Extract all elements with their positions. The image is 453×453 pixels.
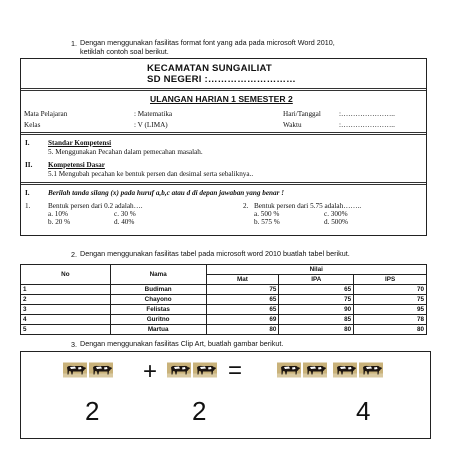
cell-nama: Budiman xyxy=(110,285,206,295)
table-row xyxy=(21,305,427,315)
header-nama: Nama xyxy=(110,265,206,285)
equals-sign: = xyxy=(228,357,243,384)
q2-option-b: b. 575 % xyxy=(254,218,280,226)
grades-table xyxy=(20,264,427,335)
instruction-number: I. xyxy=(25,189,30,197)
cell-ipa: 75 xyxy=(279,295,354,305)
time-value: :………………….. xyxy=(339,121,395,129)
cattle-icon xyxy=(359,362,383,378)
exam-sample-box xyxy=(20,58,427,236)
section-2-title: Kompetensi Dasar xyxy=(48,161,105,169)
q1-option-d: d. 40% xyxy=(114,218,135,226)
header-nilai: Nilai xyxy=(206,265,426,275)
cell-no: 2 xyxy=(21,295,111,305)
question-2-number: 2. xyxy=(71,250,77,259)
cell-ipa: 80 xyxy=(279,325,354,335)
time-label: Waktu xyxy=(283,121,302,129)
cell-mat: 69 xyxy=(206,315,279,325)
instruction-text: Berilah tanda silang (x) pada huruf a,b,c atau d di depan jawaban yang benar ! xyxy=(48,189,285,197)
question-3-text: Dengan menggunakan fasilitas Clip Art, buatlah gambar berikut. xyxy=(80,339,284,348)
cattle-icon xyxy=(89,362,113,378)
cell-nama: Guritno xyxy=(110,315,206,325)
cell-no: 5 xyxy=(21,325,111,335)
cell-mat: 75 xyxy=(206,285,279,295)
header-ipa: IPA xyxy=(279,275,354,285)
question-3-number: 3. xyxy=(71,340,77,349)
competency-divider xyxy=(21,182,426,183)
cell-no: 4 xyxy=(21,315,111,325)
cell-no: 3 xyxy=(21,305,111,315)
q2-option-d: d. 500% xyxy=(324,218,348,226)
section-2-text: 5.1 Mengubah pecahan ke bentuk persen dan desimal serta sebaliknya.. xyxy=(48,170,254,178)
header-divider xyxy=(21,88,426,89)
subject-label: Mata Pelajaran xyxy=(24,110,68,118)
q2-text: Bentuk persen dari 5.75 adalah…….. xyxy=(254,202,362,210)
cell-ipa: 65 xyxy=(279,285,354,295)
section-1-number: I. xyxy=(25,139,30,147)
cell-ips: 75 xyxy=(354,295,427,305)
header-ips: IPS xyxy=(354,275,427,285)
count-2: 2 xyxy=(192,396,207,426)
cell-no: 1 xyxy=(21,285,111,295)
competency-divider-double xyxy=(21,184,426,185)
table-row xyxy=(21,295,427,305)
question-1-line2: ketiklah contoh soal berikut. xyxy=(80,47,169,56)
q2-option-c: c. 300% xyxy=(324,210,348,218)
header-divider-double xyxy=(21,90,426,91)
cell-nama: Martua xyxy=(110,325,206,335)
q2-option-a: a. 500 % xyxy=(254,210,280,218)
table-row xyxy=(21,315,427,325)
q2-number: 2. xyxy=(243,202,249,210)
cell-ips: 78 xyxy=(354,315,427,325)
cell-nama: Chayono xyxy=(110,295,206,305)
class-label: Kelas xyxy=(24,121,41,129)
cell-nama: Felistas xyxy=(110,305,206,315)
header-no: No xyxy=(21,265,111,285)
school-district: KECAMATAN SUNGAILIAT xyxy=(147,63,272,74)
question-1-number: 1. xyxy=(71,39,77,48)
section-1-text: 5. Menggunakan Pecahan dalam pemecahan masalah. xyxy=(48,148,203,156)
count-3: 4 xyxy=(356,396,371,426)
cattle-icon xyxy=(63,362,87,378)
question-1-text xyxy=(80,38,335,56)
cell-mat: 80 xyxy=(206,325,279,335)
question-2-text: Dengan menggunakan fasilitas tabel pada microsoft word 2010 buatlah tabel berikut. xyxy=(80,249,350,258)
cell-ipa: 90 xyxy=(279,305,354,315)
count-1: 2 xyxy=(85,396,100,426)
school-name: SD NEGERI :……………………… xyxy=(147,74,296,85)
q1-number: 1. xyxy=(25,202,31,210)
question-1-line1: Dengan menggunakan fasilitas format font yang ada pada microsoft Word 2010, xyxy=(80,38,335,47)
cattle-icon xyxy=(277,362,301,378)
cell-ips: 70 xyxy=(354,285,427,295)
cattle-icon xyxy=(333,362,357,378)
date-value: :………………….. xyxy=(339,110,395,118)
cell-ips: 80 xyxy=(354,325,427,335)
clipart-box xyxy=(20,351,431,439)
q1-option-b: b. 20 % xyxy=(48,218,71,226)
cell-mat: 65 xyxy=(206,305,279,315)
q1-option-c: c. 30 % xyxy=(114,210,136,218)
cell-ipa: 85 xyxy=(279,315,354,325)
info-divider xyxy=(21,132,426,133)
section-1-title: Standar Kompetensi xyxy=(48,139,112,147)
date-label: Hari/Tanggal xyxy=(283,110,321,118)
cattle-icon xyxy=(193,362,217,378)
exam-title: ULANGAN HARIAN 1 SEMESTER 2 xyxy=(150,94,293,104)
subject-value: : Matematika xyxy=(134,110,173,118)
cattle-icon xyxy=(303,362,327,378)
cell-mat: 65 xyxy=(206,295,279,305)
plus-sign: + xyxy=(143,358,158,385)
table-row xyxy=(21,285,427,295)
q1-option-a: a. 10% xyxy=(48,210,68,218)
cell-ips: 95 xyxy=(354,305,427,315)
cattle-icon xyxy=(167,362,191,378)
q1-text: Bentuk persen dari 0.2 adalah…. xyxy=(48,202,143,210)
info-divider-double xyxy=(21,134,426,135)
table-row xyxy=(21,325,427,335)
section-2-number: II. xyxy=(25,161,33,169)
class-value: : V (LIMA) xyxy=(134,121,168,129)
header-mat: Mat xyxy=(206,275,279,285)
